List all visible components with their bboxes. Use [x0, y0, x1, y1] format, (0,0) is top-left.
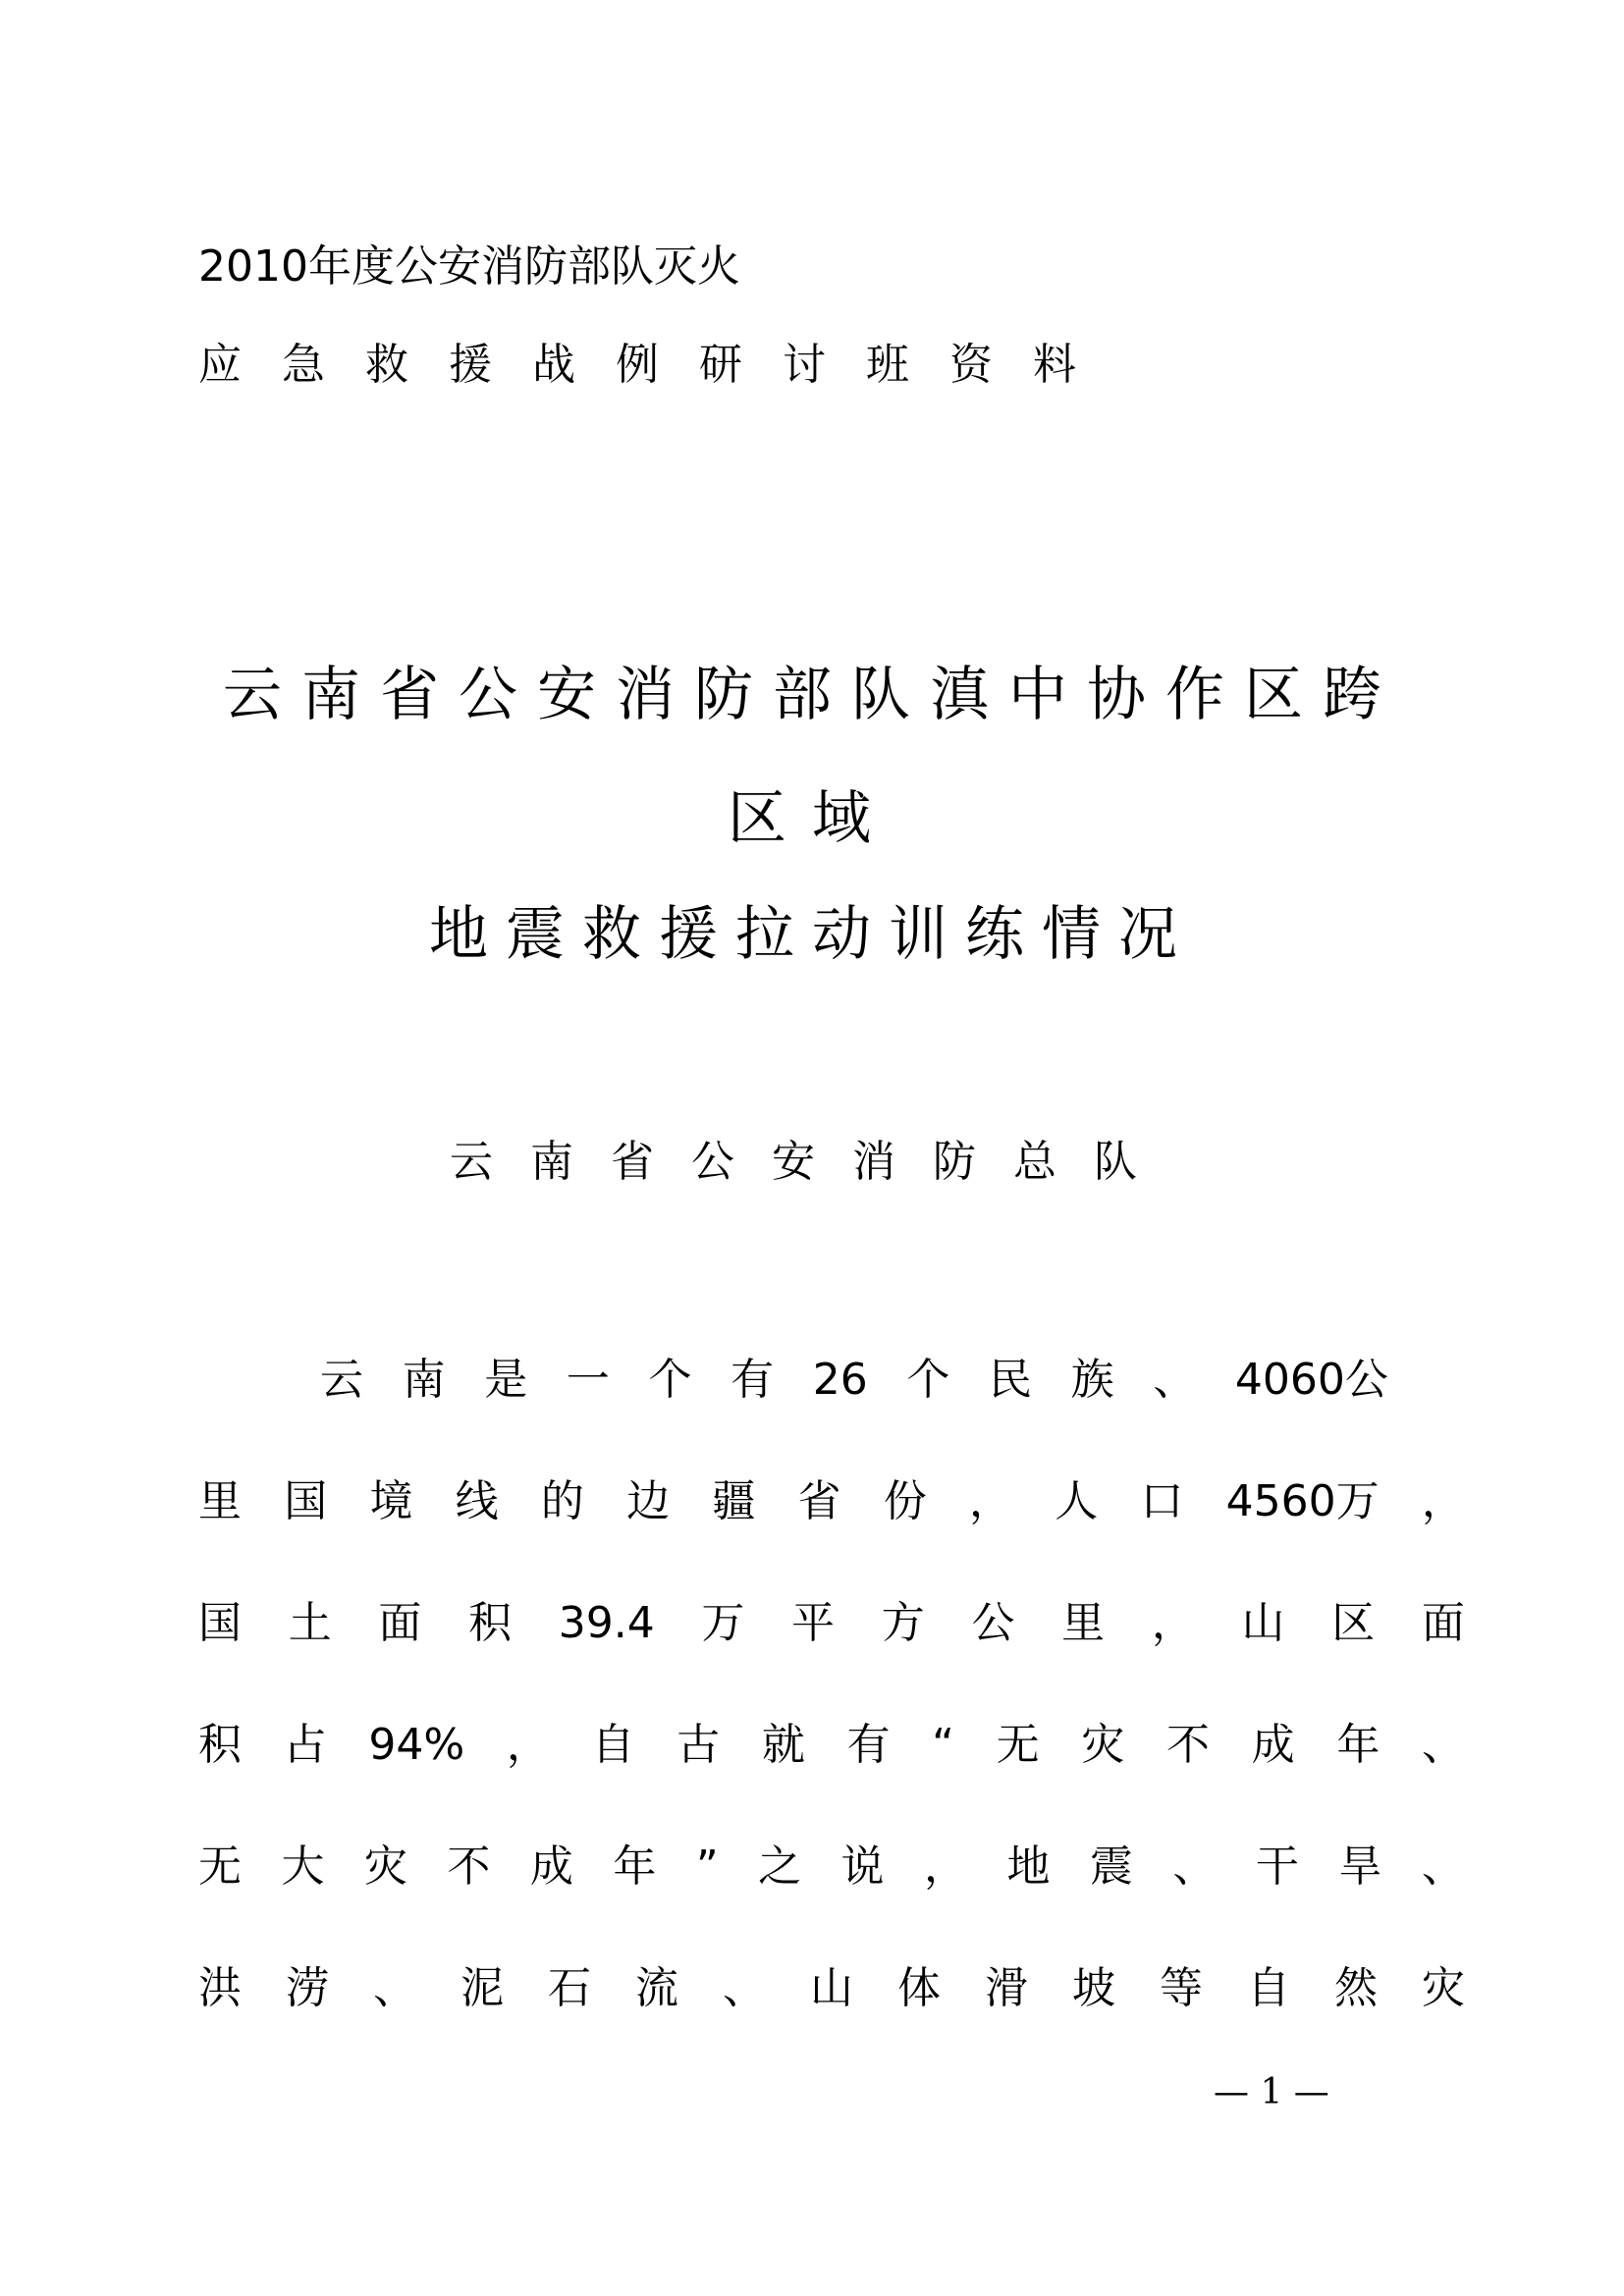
body-text-segment: ”	[695, 1842, 719, 1892]
body-text-segment: 就	[761, 1720, 805, 1770]
body-text-segment: 不	[1165, 1720, 1210, 1770]
body-line-4	[198, 1718, 1465, 1773]
body-text-segment: 族	[1070, 1355, 1114, 1405]
body-text-segment: 山	[810, 1963, 853, 2013]
body-text-segment: 的	[540, 1476, 584, 1526]
body-text-segment: 自	[591, 1720, 635, 1770]
body-text-segment: 境	[369, 1476, 413, 1526]
body-text-segment: 地	[1006, 1842, 1051, 1892]
body-text-segment: 39.4	[558, 1598, 655, 1648]
body-text-segment: 民	[989, 1355, 1032, 1405]
header-line-2: 应急救援战例研讨班资料	[198, 340, 1116, 390]
body-text-segment: 干	[1255, 1842, 1299, 1892]
body-text-segment: 区	[1331, 1598, 1376, 1648]
body-text-segment: 、	[1172, 1842, 1217, 1892]
body-text-segment: 石	[548, 1963, 591, 2013]
body-text-segment: 26	[812, 1355, 868, 1405]
body-line-3	[198, 1596, 1465, 1651]
body-text-segment: 国	[284, 1476, 328, 1526]
body-text-segment: 土	[288, 1598, 332, 1648]
body-text-segment: 、	[723, 1963, 766, 2013]
title-line-1: 云南省公安消防部队滇中协作区跨	[223, 661, 1401, 729]
body-text-segment: 等	[1160, 1963, 1203, 2013]
body-text-segment: 云	[320, 1355, 363, 1405]
body-text-segment: 然	[1334, 1963, 1378, 2013]
body-line-5	[198, 1840, 1465, 1895]
body-text-segment: 滑	[985, 1963, 1028, 2013]
body-text-segment: 线	[455, 1476, 499, 1526]
body-text-segment: 积	[198, 1720, 242, 1770]
body-text-segment: 震	[1089, 1842, 1133, 1892]
body-text-segment: 国	[198, 1598, 242, 1648]
body-text-segment: 万	[701, 1598, 745, 1648]
header-line-1: 2010年度公安消防部队灭火	[198, 241, 740, 292]
body-text-segment: 、	[1422, 1720, 1465, 1770]
body-text-segment: 年	[1336, 1720, 1380, 1770]
body-text-segment: 、	[373, 1963, 416, 2013]
body-text-segment: 个	[906, 1355, 950, 1405]
body-text-segment: 里	[1061, 1598, 1106, 1648]
body-text-segment: 流	[635, 1963, 678, 2013]
body-text-segment: 体	[897, 1963, 941, 2013]
body-text-segment: ，	[506, 1720, 550, 1770]
body-line-2	[198, 1474, 1465, 1529]
body-text-segment: 灾	[1081, 1720, 1125, 1770]
body-text-segment: 无	[198, 1842, 242, 1892]
body-text-segment: 无	[996, 1720, 1040, 1770]
body-text-segment: 年	[613, 1842, 657, 1892]
body-text-segment: 山	[1241, 1598, 1285, 1648]
body-text-segment: 涝	[286, 1963, 329, 2013]
body-text-segment: ，	[1151, 1598, 1195, 1648]
body-text-segment: 积	[468, 1598, 513, 1648]
body-line-6	[198, 1961, 1465, 2016]
body-text-segment: 成	[529, 1842, 573, 1892]
body-text-segment: 94%	[368, 1720, 465, 1770]
body-text-segment: 一	[566, 1355, 610, 1405]
page-number: — 1 —	[1214, 2072, 1329, 2112]
body-text-segment: 边	[626, 1476, 671, 1526]
body-text-segment: 洪	[198, 1963, 242, 2013]
body-text-segment: 灾	[1422, 1963, 1465, 2013]
body-text-segment: 不	[447, 1842, 491, 1892]
body-text-segment: 份	[883, 1476, 927, 1526]
body-text-segment: 有	[846, 1720, 891, 1770]
body-text-segment: 人	[1055, 1476, 1099, 1526]
body-text-segment: 古	[677, 1720, 721, 1770]
body-text-segment: 说	[840, 1842, 885, 1892]
author-organization: 云南省公安消防总队	[450, 1137, 1174, 1187]
body-text-segment: 个	[648, 1355, 692, 1405]
body-text-segment: 省	[797, 1476, 841, 1526]
title-line-2: 区域	[728, 784, 896, 853]
body-text-segment: 泥	[460, 1963, 504, 2013]
body-text-segment: “	[932, 1720, 954, 1770]
body-text-segment: 坡	[1072, 1963, 1115, 2013]
body-text-segment: 有	[731, 1355, 775, 1405]
body-text-segment: 面	[378, 1598, 422, 1648]
body-text-segment: 口	[1140, 1476, 1184, 1526]
title-line-3: 地震救援拉动训练情况	[429, 900, 1195, 969]
body-text-segment: 、	[1421, 1842, 1465, 1892]
body-text-segment: ，	[924, 1842, 968, 1892]
body-text-segment: 成	[1251, 1720, 1295, 1770]
body-text-segment: ，	[968, 1476, 1012, 1526]
body-text-segment: 4560万	[1225, 1476, 1380, 1526]
body-text-segment: 占	[283, 1720, 327, 1770]
body-text-segment: 方	[881, 1598, 925, 1648]
body-text-segment: 自	[1247, 1963, 1290, 2013]
body-text-segment: 4060公	[1234, 1355, 1388, 1405]
body-text-segment: 里	[198, 1476, 242, 1526]
body-text-segment: 旱	[1338, 1842, 1382, 1892]
body-line-1	[320, 1353, 1388, 1408]
body-text-segment: ，	[1421, 1476, 1465, 1526]
body-text-segment: 灾	[363, 1842, 407, 1892]
body-text-segment: 大	[281, 1842, 325, 1892]
body-text-segment: 南	[402, 1355, 446, 1405]
body-text-segment: 之	[758, 1842, 802, 1892]
body-text-segment: 是	[484, 1355, 528, 1405]
body-text-segment: 疆	[712, 1476, 756, 1526]
body-text-segment: 面	[1421, 1598, 1465, 1648]
body-text-segment: 公	[971, 1598, 1015, 1648]
body-text-segment: 平	[791, 1598, 836, 1648]
body-text-segment: 、	[1153, 1355, 1197, 1405]
